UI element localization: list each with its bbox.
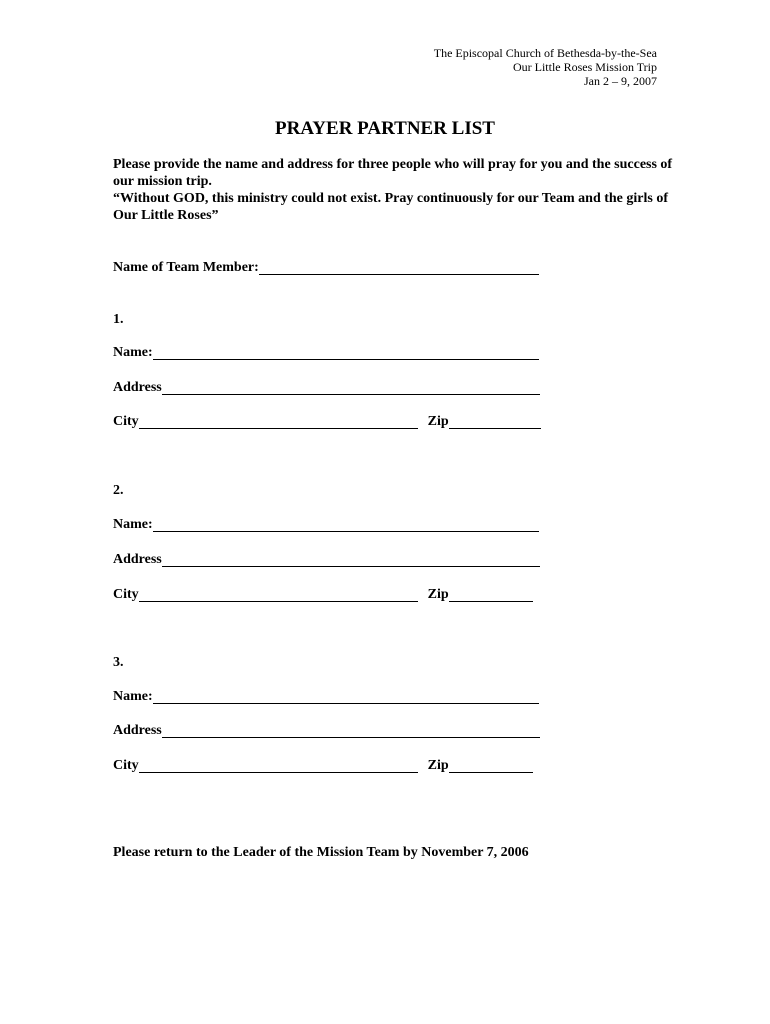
name-blank[interactable] [153,345,539,360]
partner-3-address-field [113,722,540,740]
address-label: Address [113,552,162,567]
city-label: City [113,587,139,602]
team-member-blank[interactable] [259,260,539,275]
city-label: City [113,758,139,773]
address-blank[interactable] [162,723,540,738]
partner-3-name-field [113,688,539,706]
partner-2-city-zip-field [113,586,533,604]
name-label: Name: [113,517,153,532]
address-label: Address [113,723,162,738]
zip-label: Zip [427,587,449,602]
city-label: City [113,414,139,429]
partner-3-city-zip-field [113,757,533,775]
address-blank[interactable] [162,380,540,395]
zip-label: Zip [427,758,449,773]
team-member-field [113,259,539,277]
zip-blank[interactable] [449,414,541,429]
document-header [434,46,657,88]
partner-2-number: 2. [113,483,124,498]
trip-dates: Jan 2 – 9, 2007 [584,74,657,88]
name-blank[interactable] [153,517,539,532]
team-member-label: Name of Team Member: [113,260,259,275]
address-label: Address [113,380,162,395]
partner-1-number: 1. [113,312,124,327]
page-title: PRAYER PARTNER LIST [275,118,495,139]
name-label: Name: [113,345,153,360]
name-label: Name: [113,689,153,704]
partner-2-name-field [113,516,539,534]
partner-1-address-field [113,379,540,397]
trip-name: Our Little Roses Mission Trip [512,60,657,74]
partner-1-name-field [113,344,539,362]
church-name: The Episcopal Church of Bethesda-by-the-Sea [433,46,657,60]
intro-text [113,156,673,224]
return-instruction: Please return to the Leader of the Mission Team by November 7, 2006 [113,845,529,860]
partner-1-city-zip-field [113,413,541,431]
address-blank[interactable] [162,552,540,567]
quote-text: “Without GOD, this ministry could not exist. Pray continuously for our Team and the girls of Our Little Roses” [113,191,668,223]
zip-blank[interactable] [449,587,533,602]
zip-label: Zip [427,414,449,429]
partner-3-number: 3. [113,655,124,670]
city-blank[interactable] [139,758,418,773]
instruction-text: Please provide the name and address for three people who will pray for you and the success of our mission trip. [113,157,673,189]
city-blank[interactable] [139,587,418,602]
partner-2-address-field [113,551,540,569]
city-blank[interactable] [139,414,418,429]
zip-blank[interactable] [449,758,533,773]
name-blank[interactable] [153,689,539,704]
